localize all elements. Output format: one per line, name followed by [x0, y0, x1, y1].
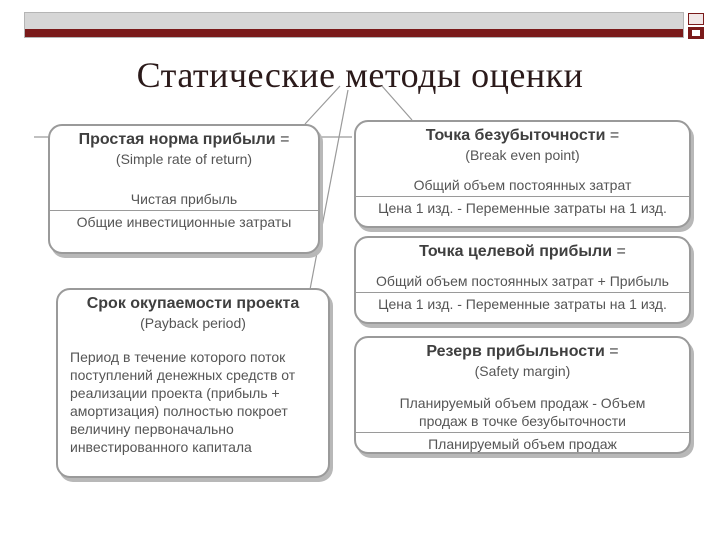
payback-line: амортизация) полностью покроет: [70, 403, 288, 419]
break-even-heading-line: [356, 126, 689, 146]
break-even-heading: Точка безубыточности: [425, 127, 606, 144]
payback-line: Период в течение которого поток: [70, 349, 286, 365]
simple-rate-denominator: Общие инвестиционные затраты: [76, 214, 292, 230]
safety-margin-heading-line: [356, 342, 689, 362]
target-profit-denominator: Цена 1 изд. - Переменные затраты на 1 изд.: [378, 296, 667, 312]
simple-rate-heading-line: [50, 130, 318, 150]
fraction-line: [356, 432, 689, 433]
break-even-denominator: Цена 1 изд. - Переменные затраты на 1 изд.: [378, 200, 667, 216]
payback-heading: Срок окупаемости проекта: [86, 295, 300, 312]
simple-rate-numerator: Чистая прибыль: [130, 191, 238, 207]
payback-heading-line: [58, 294, 328, 314]
safety-margin-numerator-line1: Планируемый объем продаж - Объем: [399, 395, 646, 411]
target-profit-numerator: Общий объем постоянных затрат + Прибыль: [376, 273, 669, 289]
payback-description: [58, 332, 328, 456]
safety-margin-box: [354, 336, 691, 454]
simple-rate-heading: Простая норма прибыли: [78, 131, 276, 148]
fraction-line: [50, 210, 318, 211]
simple-rate-equals: =: [280, 131, 290, 148]
payback-subtitle: (Payback period): [140, 315, 246, 331]
break-even-numerator: Общий объем постоянных затрат: [413, 177, 632, 193]
simple-rate-box: [48, 124, 320, 254]
safety-margin-denominator: Планируемый объем продаж: [428, 436, 617, 452]
safety-margin-heading: Резерв прибыльности: [426, 343, 605, 360]
break-even-box: [354, 120, 691, 228]
payback-line: инвестированного капитала: [70, 439, 252, 455]
break-even-subtitle: (Break even point): [465, 147, 580, 163]
target-profit-box: [354, 236, 691, 324]
break-even-equals: =: [609, 127, 620, 144]
target-profit-equals: =: [616, 243, 626, 260]
target-profit-heading: Точка целевой прибыли: [419, 243, 613, 260]
safety-margin-subtitle: (Safety margin): [474, 363, 571, 379]
safety-margin-numerator-line2: продаж в точке безубыточности: [419, 413, 626, 429]
payback-line: реализации проекта (прибыль +: [70, 385, 280, 401]
fraction-line: [356, 292, 689, 293]
payback-line: величину первоначально: [70, 421, 234, 437]
target-profit-heading-line: [356, 242, 689, 262]
safety-margin-equals: =: [609, 343, 619, 360]
payback-box: [56, 288, 330, 478]
simple-rate-subtitle: (Simple rate of return): [115, 151, 253, 167]
payback-line: поступлений денежных средств от: [70, 367, 296, 383]
fraction-line: [356, 196, 689, 197]
slide-title: Статические методы оценки: [136, 55, 584, 95]
